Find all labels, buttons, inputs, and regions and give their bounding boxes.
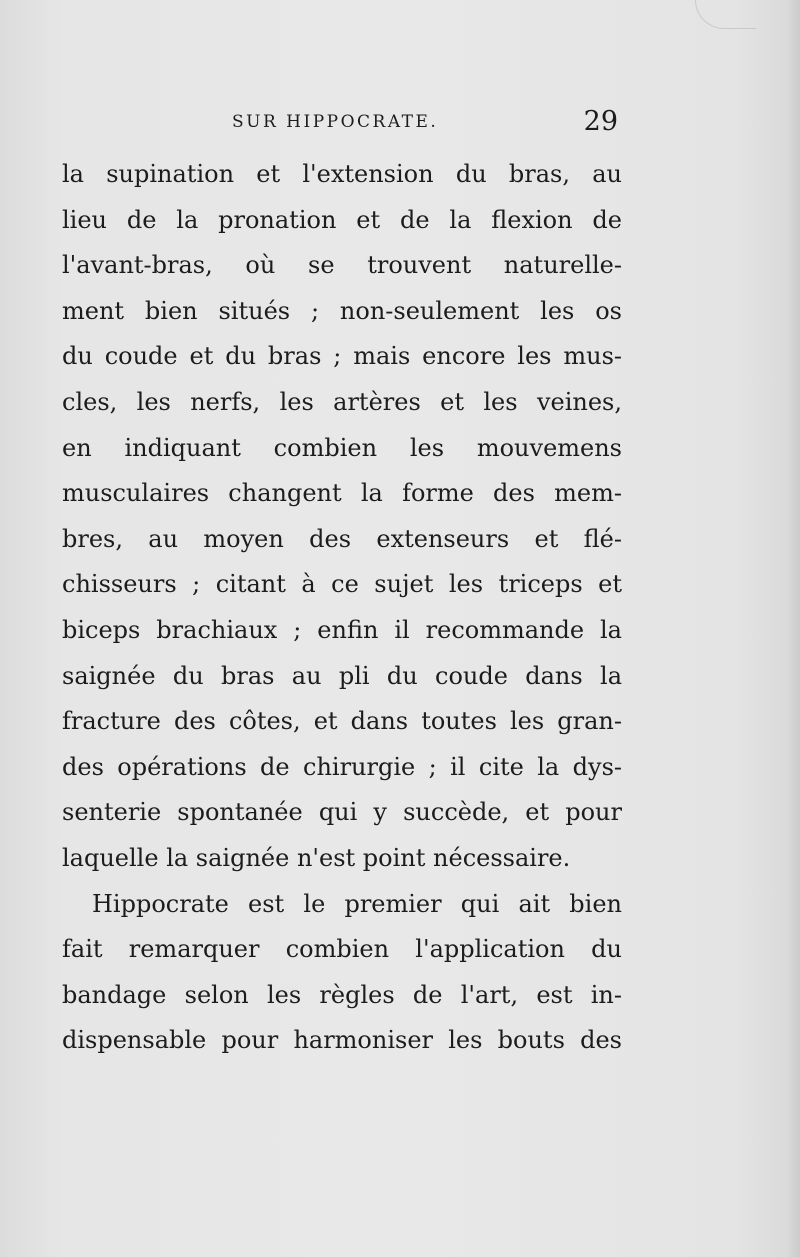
text-line: fait remarquer combien l'application du <box>62 935 622 964</box>
text-line: biceps brachiaux ; enfin il recommande la <box>62 615 622 644</box>
page-edge-shadow <box>786 0 800 1257</box>
paragraph-end-line: laquelle la saignée n'est point nécessaire. <box>62 843 571 872</box>
text-line: musculaires changent la forme des mem- <box>62 479 622 508</box>
text-line: bandage selon les règles de l'art, est in- <box>62 980 622 1009</box>
text-line: saignée du bras au pli du coude dans la <box>62 661 622 690</box>
text-line: dispensable pour harmoniser les bouts des <box>62 1026 622 1055</box>
page-header <box>62 106 622 146</box>
text-line: cles, les nerfs, les artères et les veines, <box>62 387 622 416</box>
text-line: bres, au moyen des extenseurs et flé- <box>62 524 622 553</box>
running-head: SUR HIPPOCRATE. <box>232 112 439 132</box>
text-line: fracture des côtes, et dans toutes les gran- <box>62 707 622 736</box>
text-line: la supination et l'extension du bras, au <box>62 160 622 188</box>
text-line: des opérations de chirurgie ; il cite la dys- <box>62 752 622 781</box>
page-number: 29 <box>583 106 618 137</box>
text-line: ment bien situés ; non-seulement les os <box>62 296 622 325</box>
text-line: l'avant-bras, où se trouvent naturelle- <box>62 251 622 280</box>
text-line: senterie spontanée qui y succède, et pour <box>62 798 622 827</box>
body-text <box>62 152 622 1064</box>
paragraph-start-line: Hippocrate est le premier qui ait bien <box>92 889 622 918</box>
text-line: chisseurs ; citant à ce sujet les triceps et <box>62 570 622 599</box>
text-line: en indiquant combien les mouvemens <box>62 433 622 462</box>
text-line: lieu de la pronation et de la flexion de <box>62 205 622 234</box>
page-corner-mark <box>695 0 756 29</box>
text-line: du coude et du bras ; mais encore les mus- <box>62 342 622 371</box>
